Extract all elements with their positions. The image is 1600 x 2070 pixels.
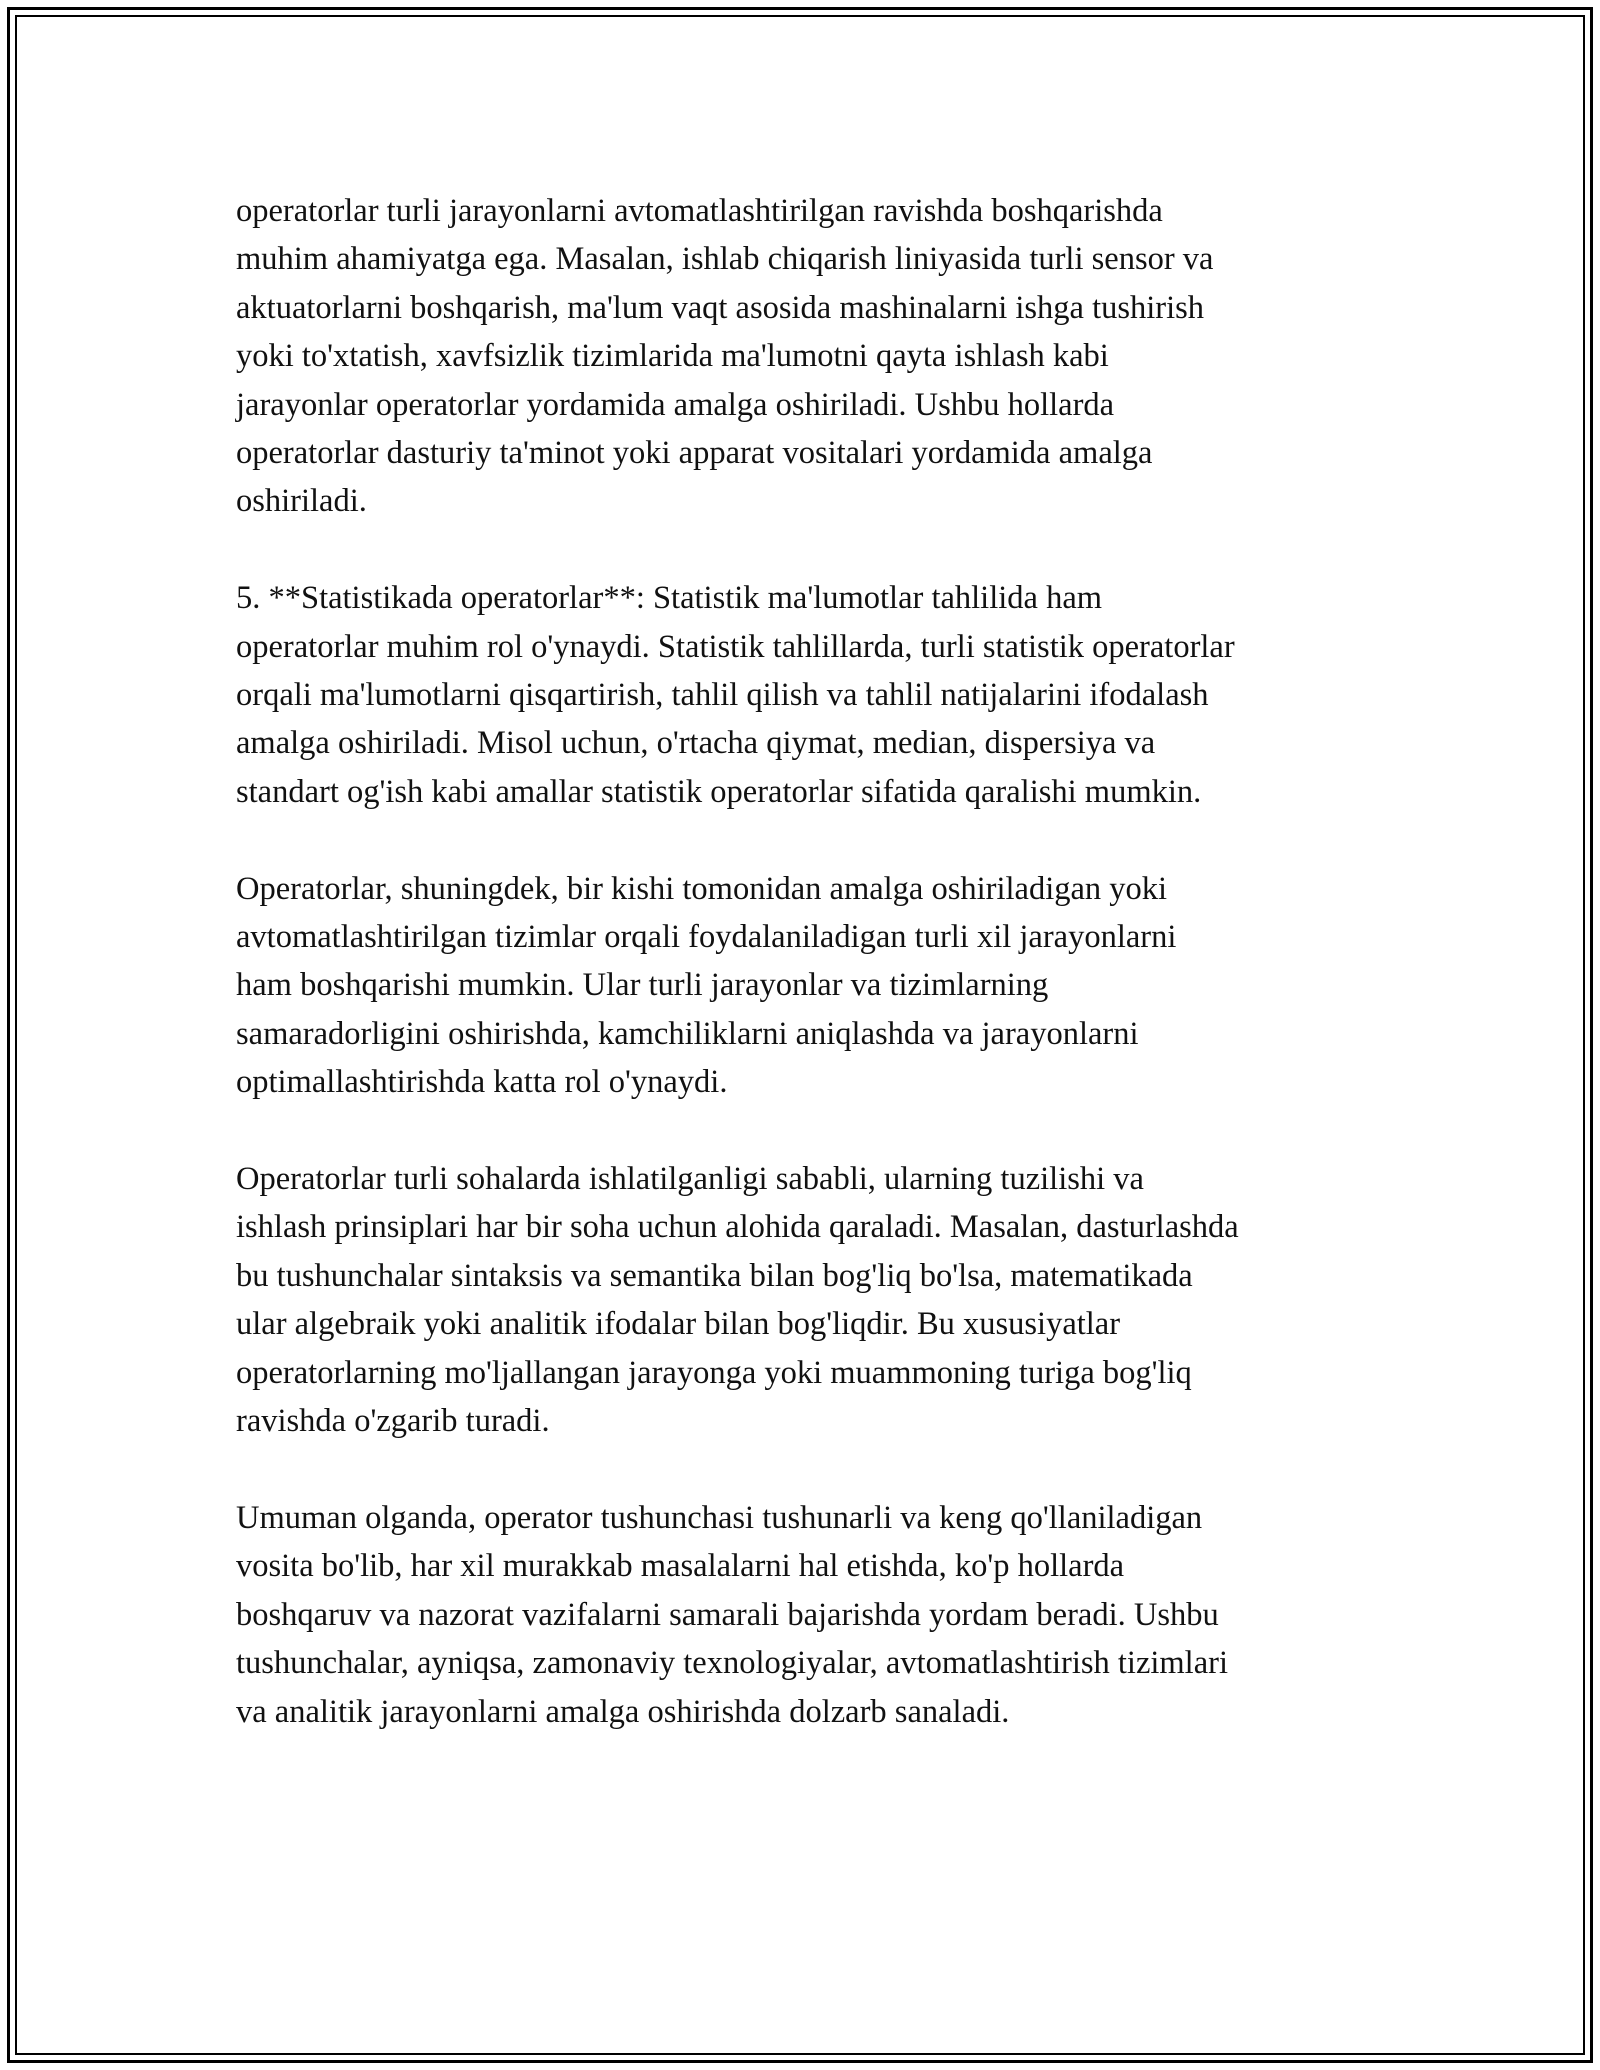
- text-line: ishlash prinsiplari har bir soha uchun alohida qaraladi. Masalan, dasturlashda: [236, 1209, 1239, 1246]
- text-line: jarayonlar operatorlar yordamida amalga oshiriladi. Ushbu hollarda: [236, 386, 1115, 423]
- text-line: boshqaruv va nazorat vazifalarni samarali bajarishda yordam beradi. Ushbu: [236, 1596, 1219, 1633]
- paragraph-automation: [236, 187, 1386, 526]
- text-line: Operatorlar turli sohalarda ishlatilganligi sababli, ularning tuzilishi va: [236, 1161, 1144, 1198]
- text-line: va analitik jarayonlarni amalga oshirishda dolzarb sanaladi.: [236, 1693, 1010, 1730]
- text-line: muhim ahamiyatga ega. Masalan, ishlab chiqarish liniyasida turli sensor va: [236, 241, 1214, 278]
- document-body: [236, 187, 1386, 1784]
- paragraph-domains: [236, 1155, 1386, 1445]
- text-line: operatorlar dasturiy ta'minot yoki apparat vositalari yordamida amalga: [236, 435, 1153, 472]
- text-line: optimallashtirishda katta rol o'ynaydi.: [236, 1064, 728, 1101]
- text-line: 5. **Statistikada operatorlar**: Statistik ma'lumotlar tahlilida ham: [236, 580, 1103, 617]
- text-line: yoki to'xtatish, xavfsizlik tizimlarida ma'lumotni qayta ishlash kabi: [236, 338, 1109, 375]
- paragraph-statistics: [236, 574, 1386, 816]
- text-line: bu tushunchalar sintaksis va semantika bilan bog'liq bo'lsa, matematikada: [236, 1257, 1193, 1294]
- text-line: orqali ma'lumotlarni qisqartirish, tahlil qilish va tahlil natijalarini ifodalash: [236, 677, 1209, 714]
- text-line: operatorlar turli jarayonlarni avtomatlashtirilgan ravishda boshqarishda: [236, 193, 1163, 229]
- text-line: operatorlarning mo'ljallangan jarayonga yoki muammoning turiga bog'liq: [236, 1354, 1192, 1391]
- text-line: vosita bo'lib, har xil murakkab masalalarni hal etishda, ko'p hollarda: [236, 1548, 1125, 1585]
- text-line: tushunchalar, ayniqsa, zamonaviy texnologiyalar, avtomatlashtirish tizimlari: [236, 1645, 1228, 1682]
- text-line: Umuman olganda, operator tushunchasi tushunarli va keng qo'llaniladigan: [236, 1499, 1203, 1536]
- text-line: aktuatorlarni boshqarish, ma'lum vaqt asosida mashinalarni ishga tushirish: [236, 289, 1205, 326]
- text-line: amalga oshiriladi. Misol uchun, o'rtacha qiymat, median, dispersiya va: [236, 725, 1156, 762]
- text-line: samaradorligini oshirishda, kamchiliklarni aniqlashda va jarayonlarni: [236, 1015, 1139, 1052]
- text-line: ravishda o'zgarib turadi.: [236, 1403, 550, 1440]
- text-line: operatorlar muhim rol o'ynaydi. Statistik tahlillarda, turli statistik operatorlar: [236, 628, 1235, 665]
- paragraph-process-management: [236, 865, 1386, 1107]
- text-line: ham boshqarishi mumkin. Ular turli jarayonlar va tizimlarning: [236, 967, 1049, 1004]
- text-line: ular algebraik yoki analitik ifodalar bilan bog'liqdir. Bu xususiyatlar: [236, 1306, 1121, 1343]
- paragraph-conclusion: [236, 1494, 1386, 1736]
- text-line: standart og'ish kabi amallar statistik operatorlar sifatida qaralishi mumkin.: [236, 773, 1202, 810]
- text-line: avtomatlashtirilgan tizimlar orqali foydalaniladigan turli xil jarayonlarni: [236, 919, 1177, 956]
- text-line: Operatorlar, shuningdek, bir kishi tomonidan amalga oshiriladigan yoki: [236, 870, 1168, 907]
- text-line: oshiriladi.: [236, 483, 367, 520]
